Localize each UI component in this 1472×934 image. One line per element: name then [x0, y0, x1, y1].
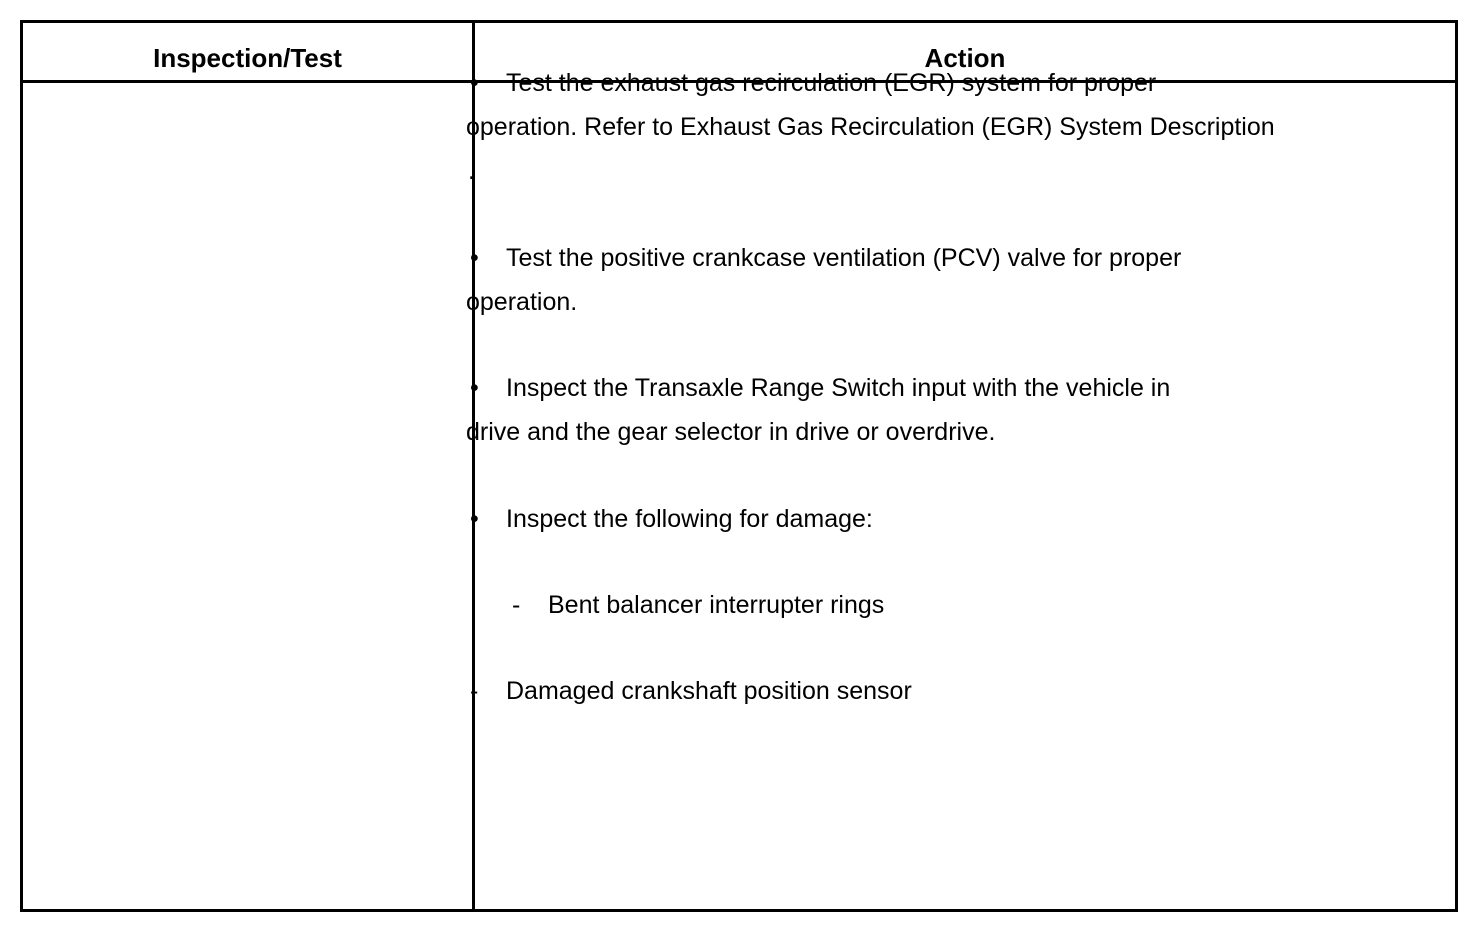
action-subitem-crankshaft-sensor	[466, 669, 1416, 713]
action-item-inspect-transaxle-continued	[466, 410, 1416, 454]
header-inspection-test: Inspection/Test	[153, 43, 342, 73]
action-text-line: drive and the gear selector in drive or overdrive.	[466, 418, 996, 446]
dash-marker: -	[512, 591, 521, 619]
action-text-line: Inspect the Transaxle Range Switch input with the vehicle in	[506, 374, 1171, 402]
action-text-line: operation. Refer to Exhaust Gas Recirculation (EGR) System Description	[466, 113, 1275, 141]
bullet-marker: •	[470, 374, 479, 402]
action-text-line: Bent balancer interrupter rings	[548, 591, 885, 619]
bullet-marker: •	[470, 505, 479, 533]
action-text-line: Test the exhaust gas recirculation (EGR) system for proper	[506, 69, 1157, 97]
action-item-test-pcv-continued	[466, 280, 1416, 324]
action-item-test-egr	[466, 61, 1416, 105]
action-text-line: operation.	[466, 288, 578, 316]
action-item-test-egr-end	[466, 149, 1418, 193]
action-text-line: .	[468, 157, 475, 185]
action-item-inspect-damage	[466, 497, 1416, 541]
header-action: Action	[924, 43, 1006, 73]
action-text-line: Inspect the following for damage:	[506, 505, 873, 533]
bullet-marker: •	[470, 69, 479, 97]
action-item-test-egr-continued	[466, 105, 1416, 149]
action-text-line: Test the positive crankcase ventilation (PCV) valve for proper	[506, 244, 1182, 272]
action-item-inspect-transaxle	[466, 366, 1416, 410]
dash-marker: -	[470, 677, 479, 705]
action-item-test-pcv	[466, 236, 1416, 280]
bullet-marker: •	[470, 244, 479, 272]
action-subitem-balancer-rings	[508, 583, 1458, 627]
action-text-line: Damaged crankshaft position sensor	[506, 677, 912, 705]
